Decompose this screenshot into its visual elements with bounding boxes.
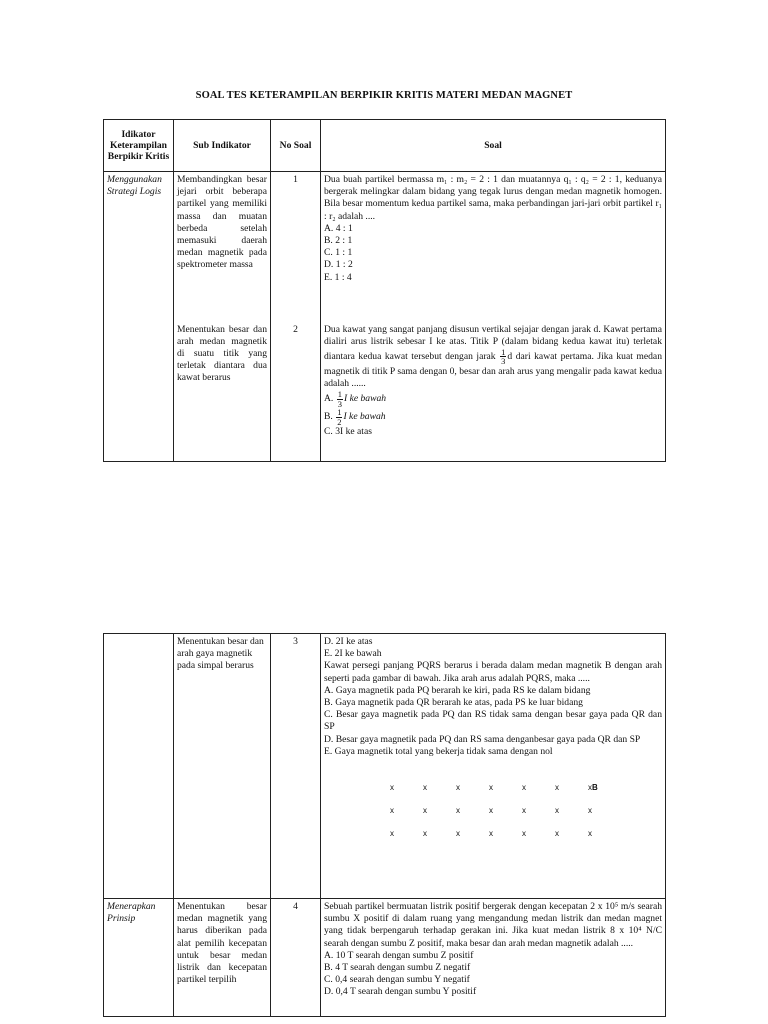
question-cell (321, 899, 666, 1017)
option-b: B. Gaya magnetik pada QR berarah ke atas, pada PS ke luar bidang (324, 697, 583, 709)
option-c: C. Besar gaya magnetik pada PQ dan RS tidak sama dengan besar gaya pada QR dan SP (324, 709, 662, 733)
question-text-part-2: d dari kawat pertama. Jika kuat medan magnetik di titik P sama dengan 0, besar dan arah arus yang mengalir pada kawat kedua adalah ...... (324, 351, 662, 390)
table-header-row (104, 120, 666, 172)
table-row (104, 172, 666, 322)
fraction-numerator: 1 (337, 407, 342, 418)
question-table-1 (103, 119, 666, 462)
question-text: Dua buah partikel bermassa m₁ : m₂ = 2 : 1 dan muatannya q₁ : q₂ = 2 : 1, keduanya bergerak melingkar dalam bidang yang tegak lurus dengan medan magnetik homogen. Bila besar momentum kedua partikel sama, maka perbandingan jari-jari orbit partikel r₁ : r₂ adalah .... (324, 174, 662, 222)
header-indicator: Idikator Keterampilan Berpikir Kritis (104, 120, 174, 172)
option-b (324, 408, 662, 426)
option-c: C. 0,4 searah dengan sumbu Y negatif (324, 974, 470, 986)
option-text: I ke bawah (343, 393, 387, 405)
option-label: A. (324, 393, 334, 405)
field-x-mark: x (588, 806, 592, 816)
option-a: A. Gaya magnetik pada PQ berarah ke kiri, pada RS ke dalam bidang (324, 684, 591, 696)
option-a: A. 4 : 1 (324, 222, 353, 234)
option-text: I ke bawah (343, 411, 386, 423)
fraction-numerator: 1 (337, 389, 342, 400)
field-x-mark: x (555, 783, 559, 793)
option-a (324, 390, 662, 408)
indicator-cell (104, 172, 174, 322)
sub-indicator-cell: Menentukan besar medan magnetik yang harus diberikan pada alat pemilih kecepatan untuk besar medan listrik dan kecepatan partikel terpilih (174, 899, 271, 1017)
field-x-mark: x (489, 806, 493, 816)
field-x-mark: x (522, 783, 526, 793)
field-label: B (592, 783, 598, 793)
field-x-mark: x (423, 783, 427, 793)
question-number: 3 (271, 634, 321, 899)
indicator-text: Menggunakan Strategi Logis (107, 174, 162, 198)
field-x-mark: x (522, 806, 526, 816)
indicator-cell (104, 634, 174, 899)
indicator-cell (104, 322, 174, 462)
option-c: C. 1 : 1 (324, 247, 353, 259)
fraction-denominator: 2 (337, 416, 342, 427)
indicator-cell: Menerapkan Prinsip (104, 899, 174, 1017)
field-row (390, 805, 662, 828)
option-e: E. 1 : 4 (324, 271, 352, 283)
table-row (104, 634, 666, 899)
sub-indicator-cell: Membandingkan besar jejari orbit beberapa partikel yang memiliki massa dan muatan berbeda setelah memasuki daerah medan magnetik pada spektrometer massa (174, 172, 271, 322)
option-e: E. 2I ke bawah (324, 648, 382, 660)
field-x-mark: x (390, 783, 394, 793)
field-x-mark: x (390, 829, 394, 839)
field-row (390, 828, 662, 851)
option-a: A. 10 T searah dengan sumbu Z positif (324, 949, 474, 961)
fraction (336, 408, 342, 426)
fraction-denominator: 3 (337, 398, 342, 409)
option-d: D. 2I ke atas (324, 636, 373, 647)
header-sub-indicator: Sub Indikator (174, 120, 271, 172)
option-d: D. 0,4 T searah dengan sumbu Y positif (324, 986, 477, 998)
fraction-denominator: 3 (501, 356, 506, 367)
magnetic-field-diagram (390, 782, 662, 851)
fraction-numerator: 1 (501, 346, 506, 357)
field-x-mark: x (555, 829, 559, 839)
fraction (337, 390, 343, 408)
header-soal: Soal (321, 120, 666, 172)
option-d: D. 1 : 2 (324, 259, 353, 271)
question-number: 1 (271, 172, 321, 322)
question-cell (321, 634, 666, 899)
field-x-mark: x (456, 829, 460, 839)
fraction (500, 348, 506, 366)
option-b: B. 4 T searah dengan sumbu Z negatif (324, 962, 471, 974)
field-x-mark: x (555, 806, 559, 816)
option-b: B. 2 : 1 (324, 235, 353, 247)
question-text-part-1: Dua kawat yang sangat panjang disusun vertikal sejajar dengan jarak d. Kawat pertama dialiri arus listrik sebesar I ke atas. Titik P (dalam bidang kedua kawat itu) terletak diantara kedua kawat tersebut dengan jarak (324, 323, 662, 363)
field-x-mark: x (390, 806, 394, 816)
question-cell (321, 322, 666, 462)
option-e: E. Gaya magnetik total yang bekerja tidak sama dengan nol (324, 745, 553, 757)
question-text: Sebuah partikel bermuatan listrik positif bergerak dengan kecepatan 2 x 10⁵ m/s searah sumbu X positif di dalam ruang yang mengandung medan listrik dan medan magnet yang tidak berpengaruh terhadap gerakan ini. Jika kuat medan listrik 8 x 10⁴ N/C searah dengan sumbu Z positif, maka besar dan arah medan magnetik adalah ..... (324, 901, 662, 949)
field-x-mark: x (489, 829, 493, 839)
field-x-mark: x (423, 806, 427, 816)
table-row (104, 899, 666, 1017)
field-x-mark (588, 782, 598, 794)
table-row (104, 322, 666, 462)
field-x-mark: x (522, 829, 526, 839)
option-c: C. 3I ke atas (324, 426, 372, 438)
question-text (324, 324, 662, 391)
question-text: Kawat persegi panjang PQRS berarus i berada dalam medan magnetik B dengan arah seperti pada gambar di bawah. Jika arah arus adalah PQRS, maka ..... (324, 660, 662, 684)
header-no-soal: No Soal (271, 120, 321, 172)
sub-indicator-cell: Menentukan besar dan arah gaya magnetik pada simpal berarus (174, 634, 271, 899)
field-row (390, 782, 662, 805)
page-title: SOAL TES KETERAMPILAN BERPIKIR KRITIS MATERI MEDAN MAGNET (195, 90, 573, 101)
field-x-mark: x (456, 783, 460, 793)
option-d: D. Besar gaya magnetik pada PQ dan RS sama denganbesar gaya pada QR dan SP (324, 733, 641, 745)
question-table-2 (103, 633, 666, 1017)
field-x-mark: x (489, 783, 493, 793)
question-cell (321, 172, 666, 322)
sub-indicator-cell: Menentukan besar dan arah medan magnetik di suatu titik yang terletak diantara dua kawat berarus (174, 322, 271, 462)
field-x-mark: x (588, 829, 592, 839)
field-x-mark: x (423, 829, 427, 839)
option-label: B. (324, 411, 333, 423)
field-x-mark: x (588, 783, 592, 793)
question-number: 4 (271, 899, 321, 1017)
question-number: 2 (271, 322, 321, 462)
field-x-mark: x (456, 806, 460, 816)
